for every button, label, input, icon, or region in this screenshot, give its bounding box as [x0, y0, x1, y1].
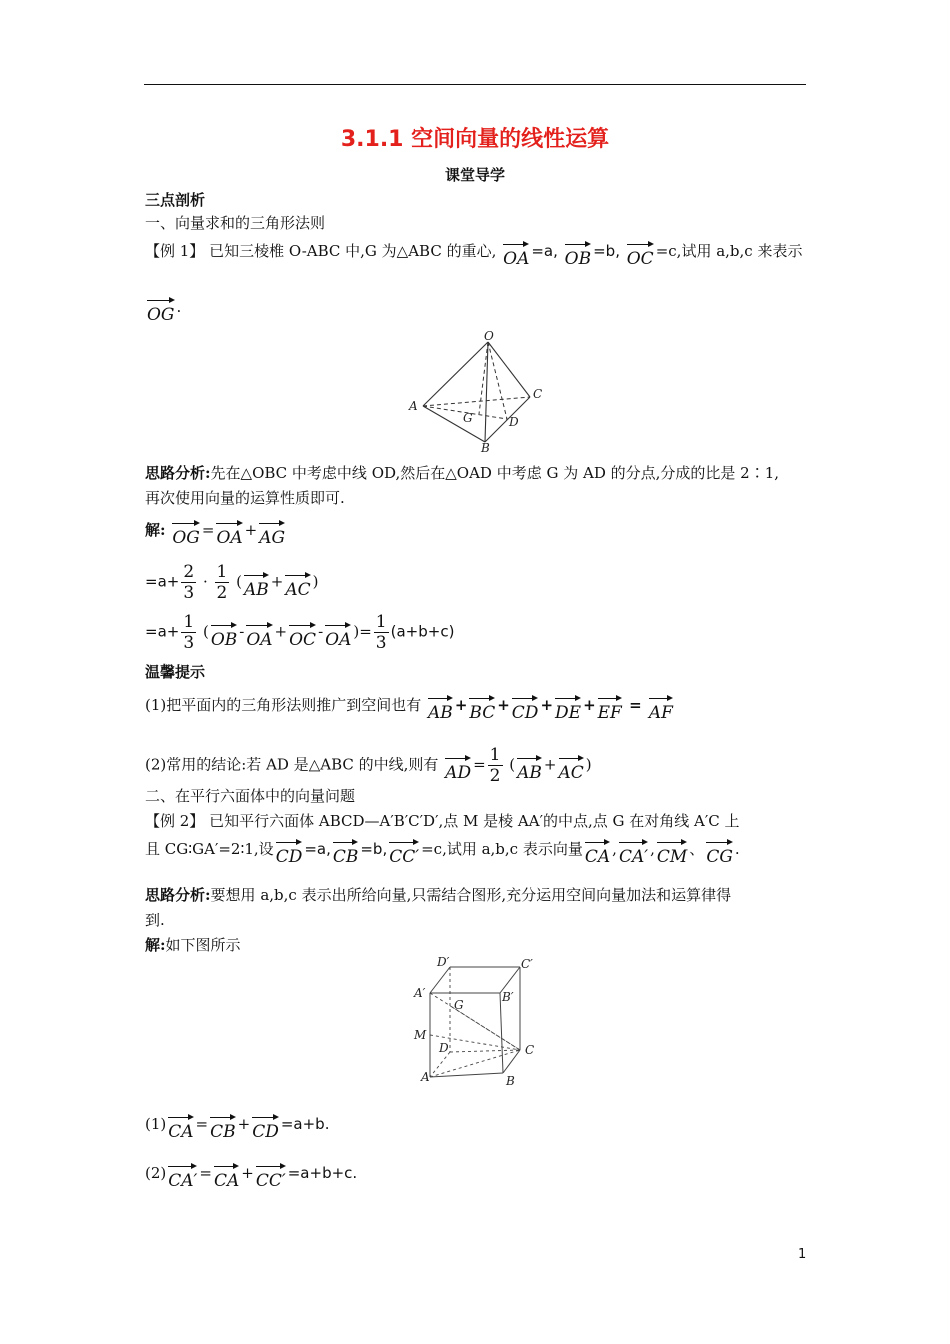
analysis1-line1 — [145, 463, 779, 483]
analysis2-label: 思路分析: — [145, 886, 211, 904]
vector-BC-tip: BC — [469, 694, 495, 723]
plus-sign: + — [244, 521, 258, 539]
denominator: 2 — [489, 766, 501, 786]
plus-sign: + — [270, 572, 284, 591]
vector-AB-tip: AB — [428, 694, 453, 723]
vector-OA-sol: OA — [216, 519, 242, 548]
solution1-line2 — [145, 562, 319, 603]
fig2-label-A: A — [421, 1070, 430, 1084]
fig2-label-Ap: A′ — [414, 986, 426, 1000]
fig2-label-Cp: C′ — [521, 957, 533, 971]
example1-eq3: =c,试用 a,b,c 来表示 — [655, 242, 803, 260]
row-tag: (2) — [145, 1164, 167, 1182]
comma: , — [612, 840, 617, 858]
solution2-intro — [145, 935, 241, 955]
comma: , — [650, 840, 655, 858]
solution2-row1 — [145, 1113, 329, 1142]
vector-CG: CG — [706, 838, 733, 867]
example2-tag: 【例 2】 — [145, 812, 205, 830]
ex2-eq2: =b, — [360, 840, 388, 858]
vector-OB: OB — [565, 240, 591, 269]
fraction-1-2 — [215, 562, 230, 603]
vector-AF-tip: AF — [649, 694, 673, 723]
header-rule — [144, 84, 806, 85]
period: . — [734, 840, 740, 858]
fig2-label-C: C — [525, 1043, 535, 1057]
paren-open: ( — [236, 572, 242, 591]
fig1-label-O: O — [484, 330, 494, 343]
solution1-label: 解: — [145, 521, 166, 539]
vector-CCp-r2: CC′ — [256, 1162, 286, 1191]
tip2-line — [145, 745, 592, 786]
fraction-1-3b — [374, 612, 389, 653]
equals-sign: = — [201, 521, 215, 539]
numerator: 1 — [216, 562, 228, 582]
numerator: 1 — [375, 612, 387, 632]
vector-CA-r2: CA — [214, 1162, 239, 1191]
denominator: 3 — [183, 583, 195, 603]
example1-line2 — [145, 296, 181, 325]
fig1-label-G: G — [463, 411, 473, 425]
analysis1-text1: 先在△OBC 中考虑中线 OD,然后在△OAD 中考虑 G 为 AD 的分点,分成的比是 2∶1, — [210, 464, 780, 482]
numerator: 1 — [489, 745, 501, 765]
equals-sign: = — [199, 1164, 212, 1182]
solution2-row2 — [145, 1162, 357, 1191]
vector-AG-sol: AG — [259, 519, 285, 548]
vector-OG-sol: OG — [172, 519, 200, 548]
paren-equals: )= — [353, 622, 372, 641]
analysis2-line1 — [145, 885, 731, 905]
vector-CA: CA — [585, 838, 610, 867]
row-tail: =a+b+c. — [287, 1164, 358, 1182]
example1-tag: 【例 1】 — [145, 242, 205, 260]
vector-CD: CD — [276, 838, 303, 867]
vector-CM: CM — [657, 838, 687, 867]
equals-sign: = — [195, 1115, 209, 1133]
example1-tail: . — [176, 298, 182, 316]
paren-open: ( — [202, 622, 209, 641]
fig2-label-B: B — [506, 1074, 515, 1088]
solution1-line3 — [145, 612, 454, 653]
paren-open: ( — [509, 755, 516, 774]
sol1-l2-pre: =a+ — [145, 572, 180, 591]
analysis2-line2: 到. — [145, 911, 165, 929]
solution2-label: 解: — [145, 936, 166, 954]
part2-title: 二、在平行六面体中的向量问题 — [145, 787, 356, 805]
fig2-label-D: D — [439, 1041, 449, 1055]
vector-OC: OC — [627, 240, 654, 269]
vector-OA: OA — [325, 621, 351, 650]
example1-text: 已知三棱椎 O-ABC 中,G 为△ABC 的重心, — [209, 242, 497, 260]
example1-line — [145, 240, 802, 269]
equals-sign: = — [473, 755, 486, 774]
tips-heading: 温馨提示 — [145, 663, 206, 681]
sol1-l3-tail: (a+b+c) — [390, 622, 455, 641]
minus-sign: - — [318, 622, 324, 641]
vector-CB-r1: CB — [210, 1113, 236, 1142]
numerator: 1 — [183, 612, 195, 632]
fig2-label-Dp: D′ — [437, 955, 450, 969]
vector-CA-r1: CA — [168, 1113, 193, 1142]
tip1-line: (1)把平面内的三角形法则推广到空间也有 AB + BC + CD + DE + EF = AF — [145, 696, 673, 723]
tetrahedron-figure — [405, 330, 550, 455]
page-number: 1 — [798, 1247, 807, 1262]
fig2-label-Bp: B′ — [502, 990, 514, 1004]
example1-eq2: =b, — [593, 242, 620, 260]
denominator: 3 — [375, 633, 387, 653]
page-title: 3.1.1 空间向量的线性运算 — [340, 127, 610, 152]
vector-CAp-r2: CA′ — [168, 1162, 197, 1191]
vector-AC: AC — [285, 571, 310, 600]
vector-AB-tip2: AB — [517, 754, 542, 783]
paren-close: ) — [312, 572, 319, 591]
fig1-label-C: C — [533, 387, 543, 401]
vector-OC: OC — [289, 621, 316, 650]
vector-CAp: CA′ — [619, 838, 648, 867]
plus-sign: + — [237, 1115, 251, 1133]
fraction-1-3 — [181, 612, 196, 653]
tip1-text: (1)把平面内的三角形法则推广到空间也有 — [145, 696, 422, 714]
analysis2-text1: 要想用 a,b,c 表示出所给向量,只需结合图形,充分运用空间向量加法和运算律得 — [210, 886, 732, 904]
vector-AD-tip: AD — [445, 754, 471, 783]
separator: 、 — [689, 840, 705, 858]
paren-close: ) — [585, 755, 592, 774]
vector-OG: OG — [147, 296, 175, 325]
vector-CD-tip: CD — [512, 694, 539, 723]
ex2-eq3: =c,试用 a,b,c 表示向量 — [421, 840, 583, 858]
fig2-label-M: M — [414, 1028, 427, 1042]
dot-operator: · — [202, 572, 208, 591]
plus-sign: + — [241, 1164, 254, 1182]
parallelepiped-figure — [408, 955, 543, 1090]
vector-AB: AB — [244, 571, 269, 600]
fig2-label-G: G — [454, 998, 464, 1012]
vector-CD-r1: CD — [252, 1113, 279, 1142]
ex2-eq1: =a, — [304, 840, 331, 858]
fraction-2-3 — [181, 562, 196, 603]
analysis1-line2: 再次使用向量的运算性质即可. — [145, 489, 345, 507]
vector-OA: OA — [246, 621, 272, 650]
example2-line2 — [145, 838, 740, 867]
vector-AC-tip2: AC — [559, 754, 584, 783]
row-tag: (1) — [145, 1115, 167, 1133]
row-tail: =a+b. — [280, 1115, 330, 1133]
example2-text2: 且 CG∶GA′=2∶1,设 — [145, 840, 274, 858]
fig1-label-D: D — [509, 415, 519, 429]
example2-text1: 已知平行六面体 ABCD—A′B′C′D′,点 M 是棱 AA′的中点,点 G 在对角线 A′C 上 — [209, 812, 740, 830]
analysis1-label: 思路分析: — [145, 464, 211, 482]
plus-sign: + — [274, 622, 288, 641]
fig1-label-A: A — [409, 399, 418, 413]
part1-title: 一、向量求和的三角形法则 — [145, 214, 326, 232]
vector-EF-tip: EF — [598, 694, 622, 723]
solution1-line1 — [145, 519, 287, 548]
denominator: 2 — [216, 583, 228, 603]
solution2-text: 如下图所示 — [165, 936, 241, 954]
denominator: 3 — [183, 633, 195, 653]
vector-CB: CB — [333, 838, 359, 867]
example1-eq1: =a, — [531, 242, 558, 260]
fig1-label-B: B — [481, 441, 490, 455]
plus-sign: + — [543, 755, 557, 774]
example2-line1 — [145, 811, 740, 831]
vector-OB: OB — [211, 621, 237, 650]
sol1-l3-pre: =a+ — [145, 622, 180, 641]
vector-OA: OA — [503, 240, 529, 269]
vector-CCp: CC′ — [389, 838, 419, 867]
section-heading: 三点剖析 — [145, 191, 206, 209]
page-subtitle: 课堂导学 — [444, 166, 505, 184]
vector-DE-tip: DE — [555, 694, 581, 723]
tip2-text: (2)常用的结论:若 AD 是△ABC 的中线,则有 — [145, 755, 439, 774]
minus-sign: - — [239, 622, 245, 641]
fraction-1-2-tip — [488, 745, 503, 786]
numerator: 2 — [183, 562, 195, 582]
